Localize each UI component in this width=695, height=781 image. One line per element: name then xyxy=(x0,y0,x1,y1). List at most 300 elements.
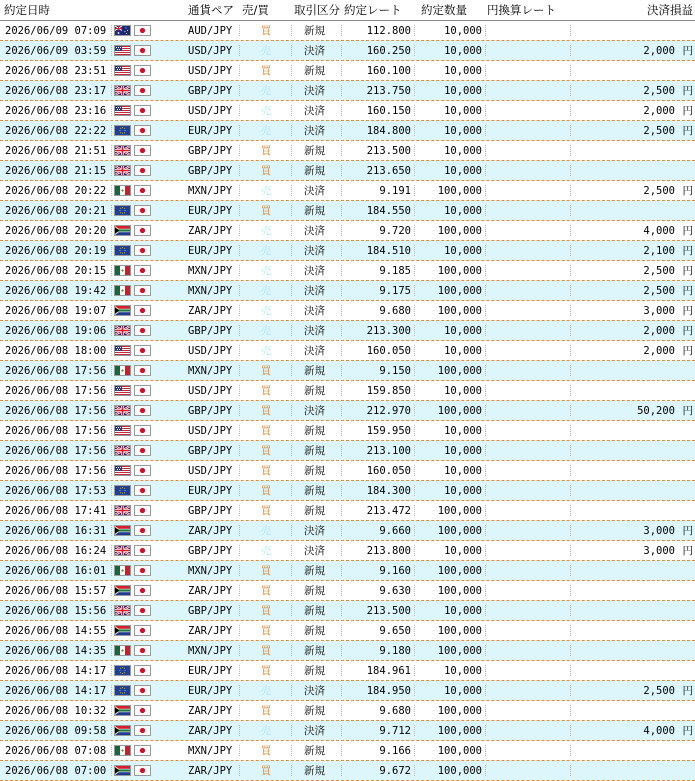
yen-conversion-rate xyxy=(486,401,571,420)
profit-loss-unit: 円 xyxy=(682,265,693,277)
trade-side: 売 xyxy=(240,301,292,320)
execution-quantity: 100,000 xyxy=(415,281,486,300)
trade-kind: 新規 xyxy=(292,461,342,480)
table-row[interactable] xyxy=(0,101,695,121)
currency-pair: AUD/JPY xyxy=(188,21,240,40)
execution-rate: 213.750 xyxy=(342,81,415,100)
profit-loss-amount: 2,100 xyxy=(643,245,675,257)
trade-side: 売 xyxy=(240,181,292,200)
header-date[interactable]: 約定日時 xyxy=(4,3,50,17)
execution-rate: 213.100 xyxy=(342,441,415,460)
jp-flag-icon xyxy=(134,45,151,56)
currency-flags xyxy=(112,701,188,720)
execution-rate: 184.300 xyxy=(342,481,415,500)
jp-flag-icon xyxy=(134,225,151,236)
header-conversion-rate[interactable]: 円換算レート xyxy=(487,3,556,17)
mx-flag-icon xyxy=(114,365,131,376)
currency-pair: GBP/JPY xyxy=(188,601,240,620)
execution-rate: 213.472 xyxy=(342,501,415,520)
profit-loss-amount: 4,000 xyxy=(643,225,675,237)
table-row[interactable] xyxy=(0,401,695,421)
trade-datetime: 2026/06/08 19:07 xyxy=(0,301,112,320)
table-row[interactable] xyxy=(0,341,695,361)
settlement-profit-loss xyxy=(571,101,695,120)
execution-quantity: 10,000 xyxy=(415,541,486,560)
yen-conversion-rate xyxy=(486,541,571,560)
header-rate[interactable]: 約定レート xyxy=(344,3,402,17)
table-row[interactable] xyxy=(0,621,695,641)
table-row[interactable] xyxy=(0,61,695,81)
trade-side: 買 xyxy=(240,461,292,480)
settlement-profit-loss xyxy=(571,661,695,680)
trade-kind: 決済 xyxy=(292,221,342,240)
profit-loss-amount: 2,500 xyxy=(643,265,675,277)
table-row[interactable] xyxy=(0,201,695,221)
trade-kind: 決済 xyxy=(292,281,342,300)
table-row[interactable] xyxy=(0,261,695,281)
currency-pair: MXN/JPY xyxy=(188,561,240,580)
jp-flag-icon xyxy=(134,325,151,336)
za-flag-icon xyxy=(114,705,131,716)
trade-side: 買 xyxy=(240,641,292,660)
table-body xyxy=(0,21,695,781)
trade-kind: 決済 xyxy=(292,181,342,200)
table-row[interactable] xyxy=(0,361,695,381)
currency-flags xyxy=(112,81,188,100)
us-flag-icon xyxy=(114,385,131,396)
profit-loss-unit: 円 xyxy=(682,245,693,257)
table-row[interactable] xyxy=(0,521,695,541)
execution-quantity: 100,000 xyxy=(415,261,486,280)
settlement-profit-loss xyxy=(571,581,695,600)
table-row[interactable] xyxy=(0,481,695,501)
table-row[interactable] xyxy=(0,381,695,401)
trade-datetime: 2026/06/08 20:22 xyxy=(0,181,112,200)
za-flag-icon xyxy=(114,525,131,536)
profit-loss-amount: 4,000 xyxy=(643,725,675,737)
currency-flags xyxy=(112,381,188,400)
trade-kind: 決済 xyxy=(292,681,342,700)
trade-kind: 新規 xyxy=(292,501,342,520)
trade-side: 買 xyxy=(240,601,292,620)
execution-quantity: 10,000 xyxy=(415,681,486,700)
execution-quantity: 10,000 xyxy=(415,201,486,220)
gb-flag-icon xyxy=(114,445,131,456)
eu-flag-icon xyxy=(114,245,131,256)
execution-quantity: 10,000 xyxy=(415,321,486,340)
yen-conversion-rate xyxy=(486,141,571,160)
table-row[interactable] xyxy=(0,141,695,161)
currency-pair: MXN/JPY xyxy=(188,181,240,200)
currency-pair: USD/JPY xyxy=(188,421,240,440)
gb-flag-icon xyxy=(114,605,131,616)
settlement-profit-loss xyxy=(571,181,695,200)
trade-datetime: 2026/06/08 21:51 xyxy=(0,141,112,160)
settlement-profit-loss xyxy=(571,81,695,100)
table-row[interactable] xyxy=(0,81,695,101)
table-row[interactable] xyxy=(0,601,695,621)
trade-datetime: 2026/06/08 20:19 xyxy=(0,241,112,260)
execution-quantity: 100,000 xyxy=(415,561,486,580)
jp-flag-icon xyxy=(134,445,151,456)
trade-kind: 新規 xyxy=(292,201,342,220)
us-flag-icon xyxy=(114,45,131,56)
currency-flags xyxy=(112,541,188,560)
jp-flag-icon xyxy=(134,485,151,496)
currency-pair: USD/JPY xyxy=(188,101,240,120)
yen-conversion-rate xyxy=(486,601,571,620)
trade-datetime: 2026/06/08 23:16 xyxy=(0,101,112,120)
trade-datetime: 2026/06/08 14:17 xyxy=(0,681,112,700)
execution-rate: 112.800 xyxy=(342,21,415,40)
gb-flag-icon xyxy=(114,145,131,156)
trade-datetime: 2026/06/08 09:58 xyxy=(0,721,112,740)
trade-datetime: 2026/06/08 16:01 xyxy=(0,561,112,580)
trade-side: 買 xyxy=(240,661,292,680)
trade-kind: 決済 xyxy=(292,341,342,360)
currency-pair: ZAR/JPY xyxy=(188,521,240,540)
trade-kind: 新規 xyxy=(292,381,342,400)
execution-rate: 9.185 xyxy=(342,261,415,280)
currency-flags xyxy=(112,501,188,520)
execution-quantity: 100,000 xyxy=(415,521,486,540)
profit-loss-amount: 3,000 xyxy=(643,545,675,557)
yen-conversion-rate xyxy=(486,41,571,60)
eu-flag-icon xyxy=(114,485,131,496)
table-row[interactable] xyxy=(0,41,695,61)
yen-conversion-rate xyxy=(486,721,571,740)
trade-kind: 新規 xyxy=(292,661,342,680)
trade-kind: 新規 xyxy=(292,361,342,380)
jp-flag-icon xyxy=(134,585,151,596)
trade-datetime: 2026/06/08 17:53 xyxy=(0,481,112,500)
currency-flags xyxy=(112,141,188,160)
currency-pair: ZAR/JPY xyxy=(188,301,240,320)
jp-flag-icon xyxy=(134,665,151,676)
execution-rate: 9.150 xyxy=(342,361,415,380)
header-side[interactable]: 売/買 xyxy=(242,3,269,17)
currency-flags xyxy=(112,661,188,680)
table-row[interactable] xyxy=(0,301,695,321)
trade-datetime: 2026/06/08 10:32 xyxy=(0,701,112,720)
currency-flags xyxy=(112,561,188,580)
execution-rate: 9.175 xyxy=(342,281,415,300)
jp-flag-icon xyxy=(134,625,151,636)
settlement-profit-loss xyxy=(571,321,695,340)
currency-pair: ZAR/JPY xyxy=(188,761,240,780)
profit-loss-unit: 円 xyxy=(682,305,693,317)
header-flag-spacer xyxy=(112,0,188,20)
trade-kind: 新規 xyxy=(292,481,342,500)
table-row[interactable] xyxy=(0,241,695,261)
settlement-profit-loss xyxy=(571,521,695,540)
table-row[interactable] xyxy=(0,461,695,481)
yen-conversion-rate xyxy=(486,561,571,580)
settlement-profit-loss xyxy=(571,381,695,400)
execution-quantity: 100,000 xyxy=(415,741,486,760)
currency-flags xyxy=(112,101,188,120)
trade-datetime: 2026/06/08 19:42 xyxy=(0,281,112,300)
us-flag-icon xyxy=(114,425,131,436)
currency-flags xyxy=(112,301,188,320)
yen-conversion-rate xyxy=(486,741,571,760)
yen-conversion-rate xyxy=(486,421,571,440)
currency-flags xyxy=(112,221,188,240)
profit-loss-amount: 2,000 xyxy=(643,105,675,117)
yen-conversion-rate xyxy=(486,701,571,720)
trade-kind: 新規 xyxy=(292,421,342,440)
jp-flag-icon xyxy=(134,645,151,656)
jp-flag-icon xyxy=(134,25,151,36)
mx-flag-icon xyxy=(114,285,131,296)
execution-rate: 9.720 xyxy=(342,221,415,240)
trade-kind: 新規 xyxy=(292,581,342,600)
table-row[interactable] xyxy=(0,421,695,441)
jp-flag-icon xyxy=(134,265,151,276)
settlement-profit-loss xyxy=(571,141,695,160)
header-qty[interactable]: 約定数量 xyxy=(421,3,467,17)
profit-loss-amount: 2,500 xyxy=(643,685,675,697)
settlement-profit-loss xyxy=(571,741,695,760)
settlement-profit-loss xyxy=(571,621,695,640)
currency-flags xyxy=(112,441,188,460)
trade-kind: 決済 xyxy=(292,401,342,420)
trade-side: 売 xyxy=(240,521,292,540)
profit-loss-unit: 円 xyxy=(682,685,693,697)
currency-flags xyxy=(112,401,188,420)
table-row[interactable] xyxy=(0,741,695,761)
table-row[interactable] xyxy=(0,321,695,341)
profit-loss-amount: 2,500 xyxy=(643,285,675,297)
profit-loss-amount: 2,000 xyxy=(643,325,675,337)
trade-side: 買 xyxy=(240,741,292,760)
trade-side: 買 xyxy=(240,761,292,780)
trade-datetime: 2026/06/08 17:56 xyxy=(0,381,112,400)
trade-side: 買 xyxy=(240,561,292,580)
us-flag-icon xyxy=(114,65,131,76)
currency-flags xyxy=(112,261,188,280)
gb-flag-icon xyxy=(114,505,131,516)
execution-quantity: 10,000 xyxy=(415,81,486,100)
trade-kind: 新規 xyxy=(292,601,342,620)
jp-flag-icon xyxy=(134,565,151,576)
trade-datetime: 2026/06/08 16:24 xyxy=(0,541,112,560)
profit-loss-amount: 2,500 xyxy=(643,185,675,197)
profit-loss-amount: 3,000 xyxy=(643,305,675,317)
jp-flag-icon xyxy=(134,545,151,556)
currency-pair: GBP/JPY xyxy=(188,321,240,340)
trade-datetime: 2026/06/09 03:59 xyxy=(0,41,112,60)
gb-flag-icon xyxy=(114,545,131,556)
execution-rate: 184.510 xyxy=(342,241,415,260)
profit-loss-amount: 2,000 xyxy=(643,45,675,57)
currency-flags xyxy=(112,721,188,740)
trade-side: 売 xyxy=(240,681,292,700)
currency-flags xyxy=(112,241,188,260)
profit-loss-amount: 50,200 xyxy=(637,405,675,417)
jp-flag-icon xyxy=(134,165,151,176)
trade-side: 買 xyxy=(240,701,292,720)
execution-quantity: 10,000 xyxy=(415,461,486,480)
trade-datetime: 2026/06/08 17:56 xyxy=(0,401,112,420)
mx-flag-icon xyxy=(114,265,131,276)
currency-pair: ZAR/JPY xyxy=(188,221,240,240)
execution-quantity: 100,000 xyxy=(415,621,486,640)
execution-quantity: 10,000 xyxy=(415,141,486,160)
execution-rate: 9.680 xyxy=(342,701,415,720)
yen-conversion-rate xyxy=(486,121,571,140)
profit-loss-unit: 円 xyxy=(682,525,693,537)
currency-pair: EUR/JPY xyxy=(188,121,240,140)
yen-conversion-rate xyxy=(486,361,571,380)
currency-pair: MXN/JPY xyxy=(188,261,240,280)
settlement-profit-loss xyxy=(571,721,695,740)
trade-datetime: 2026/06/08 16:31 xyxy=(0,521,112,540)
yen-conversion-rate xyxy=(486,381,571,400)
execution-quantity: 100,000 xyxy=(415,761,486,780)
currency-flags xyxy=(112,681,188,700)
table-row[interactable] xyxy=(0,441,695,461)
yen-conversion-rate xyxy=(486,61,571,80)
currency-pair: USD/JPY xyxy=(188,41,240,60)
table-row[interactable] xyxy=(0,21,695,41)
trade-side: 買 xyxy=(240,161,292,180)
table-row[interactable] xyxy=(0,641,695,661)
yen-conversion-rate xyxy=(486,461,571,480)
yen-conversion-rate xyxy=(486,261,571,280)
table-row[interactable] xyxy=(0,281,695,301)
mx-flag-icon xyxy=(114,565,131,576)
execution-rate: 9.180 xyxy=(342,641,415,660)
za-flag-icon xyxy=(114,305,131,316)
trade-kind: 新規 xyxy=(292,441,342,460)
currency-pair: EUR/JPY xyxy=(188,241,240,260)
yen-conversion-rate xyxy=(486,221,571,240)
profit-loss-unit: 円 xyxy=(682,225,693,237)
yen-conversion-rate xyxy=(486,301,571,320)
table-row[interactable] xyxy=(0,561,695,581)
jp-flag-icon xyxy=(134,525,151,536)
profit-loss-amount: 2,000 xyxy=(643,345,675,357)
trade-side: 買 xyxy=(240,501,292,520)
trade-kind: 決済 xyxy=(292,241,342,260)
trade-datetime: 2026/06/08 20:20 xyxy=(0,221,112,240)
settlement-profit-loss xyxy=(571,421,695,440)
table-row[interactable] xyxy=(0,721,695,741)
trade-side: 売 xyxy=(240,221,292,240)
profit-loss-amount: 3,000 xyxy=(643,525,675,537)
profit-loss-unit: 円 xyxy=(682,85,693,97)
trade-datetime: 2026/06/08 14:35 xyxy=(0,641,112,660)
currency-pair: MXN/JPY xyxy=(188,741,240,760)
table-row[interactable] xyxy=(0,681,695,701)
settlement-profit-loss xyxy=(571,561,695,580)
settlement-profit-loss xyxy=(571,201,695,220)
execution-quantity: 100,000 xyxy=(415,581,486,600)
yen-conversion-rate xyxy=(486,661,571,680)
header-pair[interactable]: 通貨ペア xyxy=(188,3,234,17)
mx-flag-icon xyxy=(114,745,131,756)
trade-datetime: 2026/06/08 15:56 xyxy=(0,601,112,620)
table-row[interactable] xyxy=(0,661,695,681)
currency-pair: ZAR/JPY xyxy=(188,721,240,740)
currency-flags xyxy=(112,761,188,780)
yen-conversion-rate xyxy=(486,621,571,640)
settlement-profit-loss xyxy=(571,281,695,300)
table-row[interactable] xyxy=(0,761,695,781)
us-flag-icon xyxy=(114,345,131,356)
table-row[interactable] xyxy=(0,501,695,521)
execution-quantity: 100,000 xyxy=(415,501,486,520)
execution-rate: 9.650 xyxy=(342,621,415,640)
trade-datetime: 2026/06/08 17:56 xyxy=(0,361,112,380)
trade-datetime: 2026/06/08 17:41 xyxy=(0,501,112,520)
table-row[interactable] xyxy=(0,161,695,181)
gb-flag-icon xyxy=(114,85,131,96)
header-kind[interactable]: 取引区分 xyxy=(294,3,340,17)
execution-quantity: 10,000 xyxy=(415,41,486,60)
yen-conversion-rate xyxy=(486,521,571,540)
currency-pair: GBP/JPY xyxy=(188,441,240,460)
trade-side: 買 xyxy=(240,141,292,160)
table-row[interactable] xyxy=(0,541,695,561)
execution-rate: 160.050 xyxy=(342,341,415,360)
table-row[interactable] xyxy=(0,121,695,141)
settlement-profit-loss xyxy=(571,761,695,780)
execution-rate: 159.950 xyxy=(342,421,415,440)
trade-kind: 決済 xyxy=(292,261,342,280)
execution-quantity: 10,000 xyxy=(415,241,486,260)
table-row[interactable] xyxy=(0,181,695,201)
yen-conversion-rate xyxy=(486,341,571,360)
trade-side: 売 xyxy=(240,241,292,260)
trade-datetime: 2026/06/08 17:56 xyxy=(0,441,112,460)
execution-quantity: 10,000 xyxy=(415,481,486,500)
currency-flags xyxy=(112,581,188,600)
trade-side: 買 xyxy=(240,581,292,600)
table-row[interactable] xyxy=(0,221,695,241)
currency-flags xyxy=(112,361,188,380)
currency-flags xyxy=(112,621,188,640)
yen-conversion-rate xyxy=(486,581,571,600)
trade-kind: 決済 xyxy=(292,301,342,320)
yen-conversion-rate xyxy=(486,501,571,520)
yen-conversion-rate xyxy=(486,281,571,300)
execution-quantity: 100,000 xyxy=(415,181,486,200)
yen-conversion-rate xyxy=(486,21,571,40)
execution-rate: 184.950 xyxy=(342,681,415,700)
header-profit-loss[interactable]: 決済損益 xyxy=(647,3,693,17)
jp-flag-icon xyxy=(134,405,151,416)
table-row[interactable] xyxy=(0,581,695,601)
trade-side: 買 xyxy=(240,21,292,40)
currency-pair: ZAR/JPY xyxy=(188,701,240,720)
execution-rate: 9.712 xyxy=(342,721,415,740)
jp-flag-icon xyxy=(134,305,151,316)
trade-side: 売 xyxy=(240,121,292,140)
execution-rate: 213.650 xyxy=(342,161,415,180)
table-row[interactable] xyxy=(0,701,695,721)
trade-side: 買 xyxy=(240,361,292,380)
yen-conversion-rate xyxy=(486,181,571,200)
trade-datetime: 2026/06/08 14:55 xyxy=(0,621,112,640)
execution-rate: 160.150 xyxy=(342,101,415,120)
currency-pair: ZAR/JPY xyxy=(188,621,240,640)
za-flag-icon xyxy=(114,585,131,596)
trade-kind: 決済 xyxy=(292,321,342,340)
za-flag-icon xyxy=(114,725,131,736)
trade-datetime: 2026/06/08 23:51 xyxy=(0,61,112,80)
